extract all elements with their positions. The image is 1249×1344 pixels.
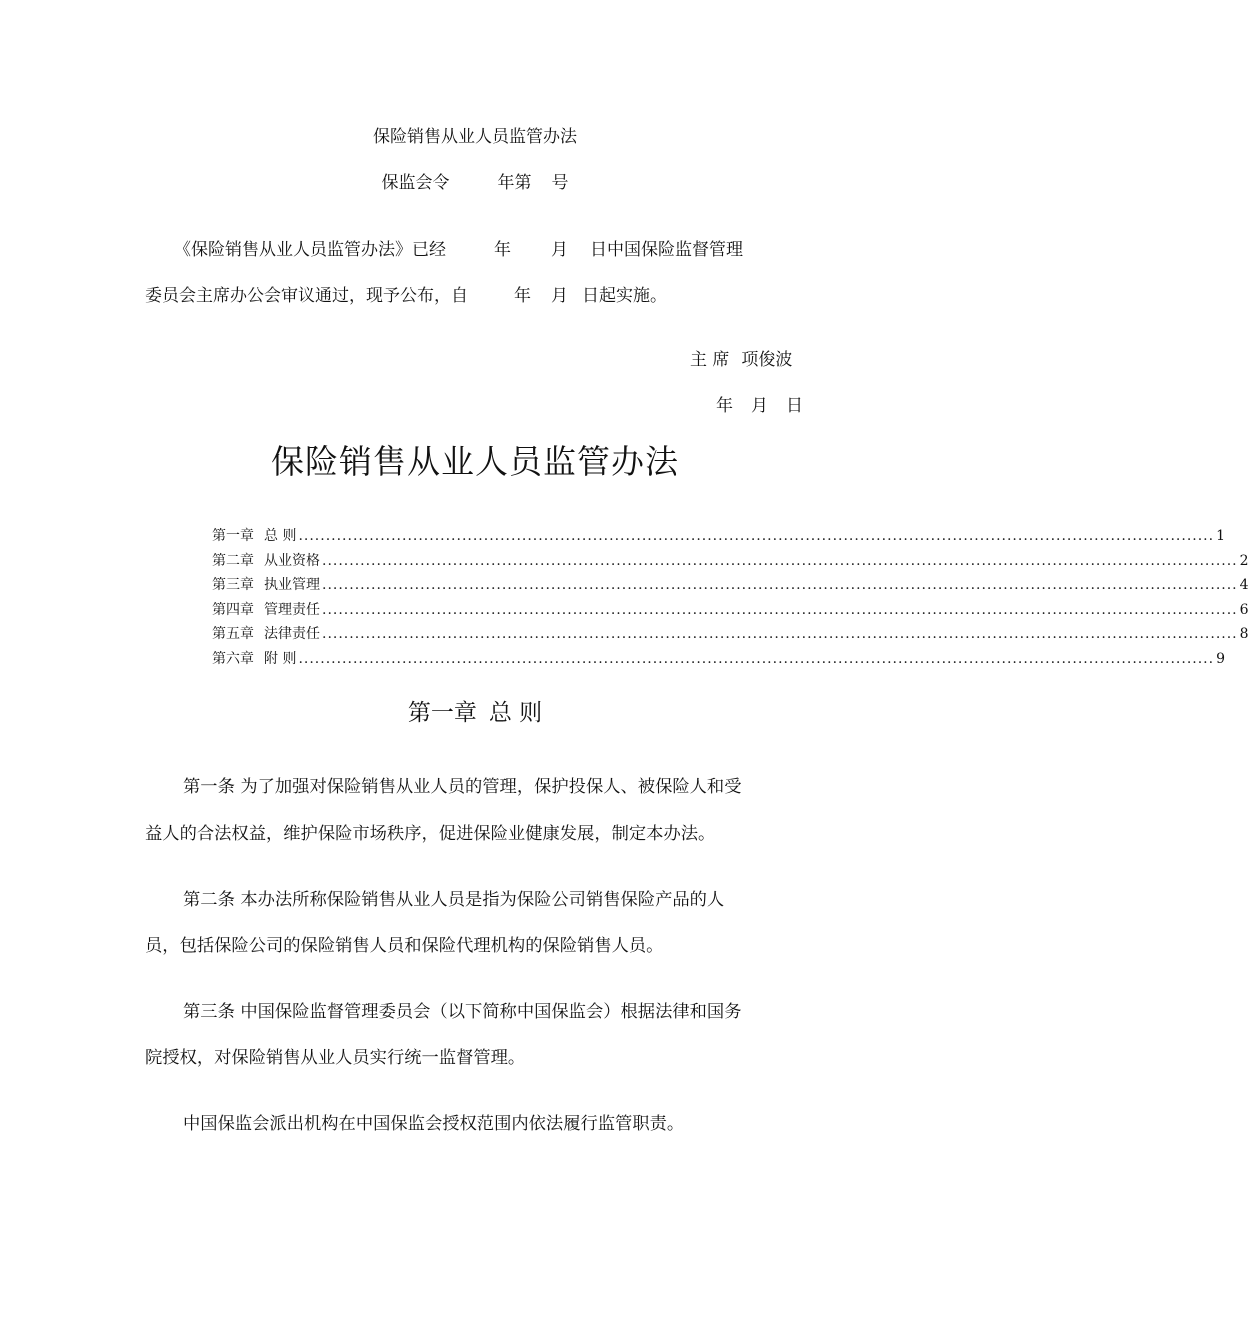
preamble-month: 月 [551, 286, 568, 306]
toc-page-number: 9 [1216, 650, 1226, 667]
chapter-number: 第一章 [407, 700, 477, 726]
toc-leader-dots: ........................................................................................................................................................................ [298, 650, 1215, 667]
toc-name: 管理责任 [264, 601, 320, 618]
toc-name: 法律责任 [264, 626, 320, 642]
toc-chapter: 第一章 [212, 528, 254, 544]
article-2-line-2: 员，包括保险公司的保险销售人员和保险代理机构的保险销售人员。 [145, 936, 664, 956]
preamble-text-end: 日中国保险监督管理 [590, 240, 743, 260]
preamble-text: 委员会主席办公会审议通过，现予公布，自 [145, 286, 468, 306]
article-1-line-2: 益人的合法权益，维护保险市场秩序，促进保险业健康发展，制定本办法。 [145, 824, 716, 844]
preamble-line-2 [145, 285, 667, 307]
signature-title: 主 席 [690, 350, 730, 370]
toc-page-number: 4 [1239, 577, 1249, 593]
date-year: 年 [716, 396, 733, 416]
toc-page-number: 6 [1239, 601, 1249, 618]
signature-line [690, 349, 792, 371]
date-day: 日 [786, 396, 803, 416]
toc-name: 执业管理 [264, 577, 320, 593]
preamble-text: 《保险销售从业人员监管办法》已经 [174, 240, 446, 260]
preamble-line-1 [174, 239, 743, 261]
chapter-name: 总 则 [488, 700, 543, 726]
toc-leader-dots: ........................................................................................................................................................................ [322, 552, 1238, 569]
article-3-line-2: 院授权，对保险销售从业人员实行统一监督管理。 [145, 1048, 526, 1068]
order-no: 号 [551, 173, 569, 193]
toc-entry[interactable] [212, 600, 1249, 625]
toc-name: 从业资格 [264, 552, 320, 569]
toc-entry[interactable] [212, 624, 1249, 649]
main-title: 保险销售从业人员监管办法 [271, 442, 679, 481]
toc-page-number: 8 [1239, 626, 1249, 642]
toc-entry[interactable] [212, 526, 1226, 551]
preamble-year: 年 [494, 240, 511, 260]
preamble-month: 月 [551, 240, 568, 260]
toc-name: 附 则 [264, 650, 297, 667]
toc-page-number: 2 [1239, 552, 1249, 569]
article-1-line-1: 第一条 为了加强对保险销售从业人员的管理，保护投保人、被保险人和受 [183, 777, 742, 797]
preamble-text-end: 日起实施。 [582, 286, 667, 306]
order-year: 年第 [497, 173, 532, 193]
signature-name: 项俊波 [741, 350, 793, 370]
toc-chapter: 第二章 [212, 552, 254, 569]
toc-entry[interactable] [212, 551, 1249, 576]
toc-chapter: 第六章 [212, 650, 254, 667]
order-number-line [0, 172, 950, 194]
article-3-line-1: 第三条 中国保险监督管理委员会（以下简称中国保监会）根据法律和国务 [183, 1002, 742, 1022]
header-title: 保险销售从业人员监管办法 [373, 127, 577, 147]
chapter-heading [0, 698, 950, 728]
article-2-line-1: 第二条 本办法所称保险销售从业人员是指为保险公司销售保险产品的人 [183, 890, 725, 910]
toc-leader-dots: ........................................................................................................................................................................ [298, 528, 1215, 544]
toc-leader-dots: ........................................................................................................................................................................ [322, 626, 1238, 642]
toc-leader-dots: ........................................................................................................................................................................ [322, 577, 1238, 593]
order-prefix: 保监会令 [381, 173, 450, 193]
article-3-paragraph-2: 中国保监会派出机构在中国保监会授权范围内依法履行监管职责。 [183, 1114, 685, 1134]
toc-entry[interactable] [212, 649, 1226, 674]
toc-entry[interactable] [212, 575, 1249, 600]
date-month: 月 [751, 396, 768, 416]
toc-chapter: 第四章 [212, 601, 254, 618]
toc-leader-dots: ........................................................................................................................................................................ [322, 601, 1238, 618]
preamble-year: 年 [514, 286, 531, 306]
table-of-contents [212, 526, 1249, 673]
signature-date [716, 395, 803, 417]
toc-name: 总 则 [264, 528, 297, 544]
toc-chapter: 第五章 [212, 626, 254, 642]
toc-chapter: 第三章 [212, 577, 254, 593]
toc-page-number: 1 [1216, 528, 1226, 544]
